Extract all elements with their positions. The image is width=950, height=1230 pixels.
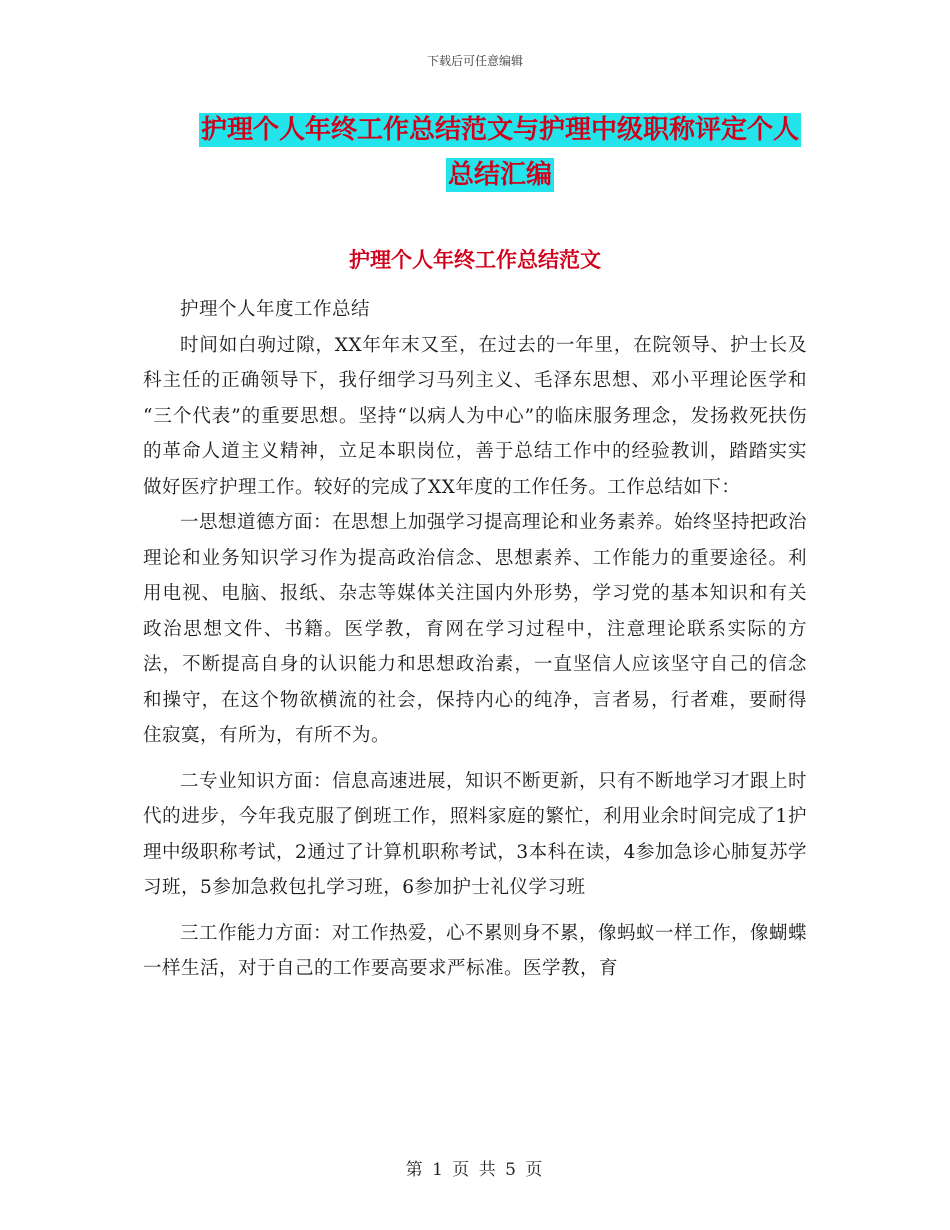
document-main-title xyxy=(190,108,810,198)
paragraph-intro: 时间如白驹过隙，XX年年末又至，在过去的一年里，在院领导、护士长及科主任的正确领导下，我仔细学习马列主义、毛泽东思想、邓小平理论医学和 “三个代表”的重要思想。坚持“以病人为中心”的临床服务理念，发扬救死扶伤的革命人道主义精神，立足本职岗位，善于总结工作中的经验教训，踏踏实实做好医疗护理工作。较好的完成了XX年度的工作任务。工作总结如下： xyxy=(143,334,807,498)
section-title: 护理个人年终工作总结范文 xyxy=(349,248,601,272)
paragraph-subtitle: 护理个人年度工作总结 xyxy=(180,299,371,320)
paragraph-ideology: 一思想道德方面：在思想上加强学习提高理论和业务素养。始终坚持把政治理论和业务知识学习作为提高政治信念、思想素养、工作能力的重要途径。利用电视、电脑、报纸、杂志等媒体关注国内外形势，学习党的基本知识和有关政治思想文件、书籍。医学教，育网在学习过程中，注意理论联系实际的方法，不断提高自身的认识能力和思想政治素，一直坚信人应该坚守自己的信念和操守，在这个物欲横流的社会，保持内心的纯净，言者易，行者难，要耐得住寂寞，有所为，有所不为。 xyxy=(143,512,808,746)
paragraph-work-ability: 三工作能力方面：对工作热爱，心不累则身不累，像蚂蚁一样工作，像蝴蝶一样生活，对于自己的工作要高要求严标准。医学教，育 xyxy=(143,922,808,979)
document-body xyxy=(143,292,807,987)
main-title-line-2: 总结汇编 xyxy=(447,160,552,190)
page-number-footer: 第 1 页 共 5 页 xyxy=(405,1160,545,1180)
paragraph-professional-knowledge: 二专业知识方面：信息高速进展，知识不断更新，只有不断地学习才跟上时代的进步，今年我克服了倒班工作，照料家庭的繁忙，利用业余时间完成了1护理中级职称考试，2通过了计算机职称考试，3本科在读，4参加急诊心肺复苏学习班，5参加急救包扎学习班，6参加护士礼仪学习班 xyxy=(143,770,808,898)
header-note: 下载后可任意编辑 xyxy=(426,54,523,68)
main-title-line-1: 护理个人年终工作总结范文与护理中级职称评定个人 xyxy=(200,115,799,145)
